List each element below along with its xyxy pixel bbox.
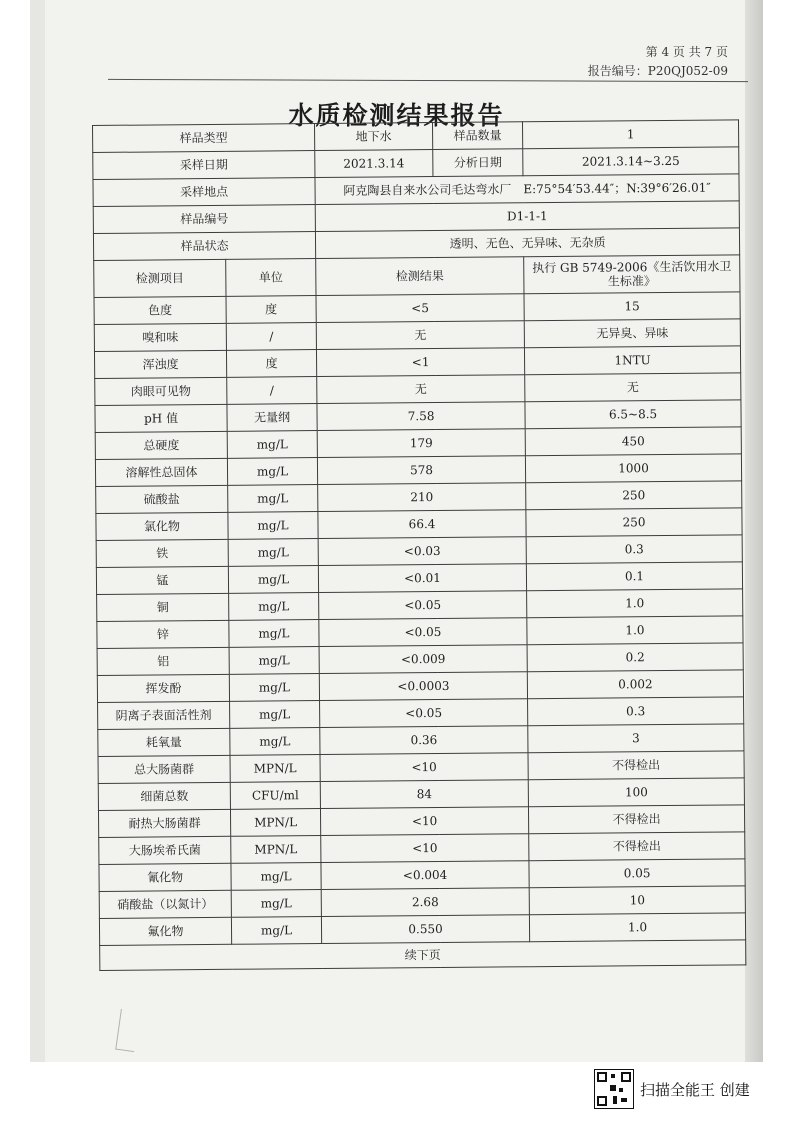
cell-result: <0.004 [321, 861, 529, 890]
cell-item: pH 值 [95, 404, 227, 432]
cell-standard: 1NTU [524, 346, 740, 375]
cell-item: 铜 [97, 593, 229, 621]
cell-standard: 10 [529, 886, 745, 915]
cell-result: <0.0003 [319, 672, 527, 701]
cell-result: <0.03 [318, 537, 526, 566]
cell-unit: 无量纲 [227, 404, 317, 432]
sampling-date-label: 采样日期 [93, 151, 315, 180]
cell-result: <10 [321, 834, 529, 863]
cell-unit: mg/L [228, 485, 318, 513]
cell-result: <5 [316, 294, 524, 323]
cell-item: 大肠埃希氏菌 [99, 836, 231, 864]
column-header-row [94, 255, 740, 298]
cell-result: <0.05 [319, 591, 527, 620]
cell-result: 210 [318, 483, 526, 512]
cell-unit: 度 [226, 350, 316, 378]
cell-standard: 3 [528, 724, 744, 753]
cell-standard: 0.002 [527, 670, 743, 699]
cell-result: 578 [317, 456, 525, 485]
cell-unit: / [227, 377, 317, 405]
report-number: 报告编号：P20QJ052-09 [587, 64, 728, 78]
cell-result: 无 [316, 321, 524, 350]
cell-result: <0.01 [318, 564, 526, 593]
cell-result: 66.4 [318, 510, 526, 539]
page-title: 水质检测结果报告 [288, 101, 505, 130]
continued-note: 续下页 [100, 940, 746, 971]
cell-standard: 1.0 [529, 913, 745, 942]
cell-item: 氰化物 [99, 863, 231, 891]
cell-standard: 1.0 [527, 589, 743, 618]
cell-standard: 250 [526, 481, 742, 510]
cell-standard: 6.5~8.5 [525, 400, 741, 429]
cell-unit: 度 [226, 296, 316, 324]
location-value: 阿克陶县自来水公司毛达弯水厂 E:75°54′53.44″；N:39°6′26.01″ [315, 174, 739, 205]
cell-result: <0.009 [319, 645, 527, 674]
cell-result: <0.05 [320, 699, 528, 728]
footer-row [100, 940, 746, 971]
brand-text: 扫描全能王 创建 [640, 1081, 750, 1099]
cell-unit: mg/L [227, 431, 317, 459]
cell-item: 耐热大肠菌群 [98, 809, 230, 837]
column-header-standard: 执行 GB 5749-2006《生活饮用水卫生标准》 [524, 255, 740, 294]
cell-result: <0.05 [319, 618, 527, 647]
cell-unit: mg/L [228, 512, 318, 540]
page-fold-shadow [745, 0, 763, 1062]
cell-standard: 0.1 [526, 562, 742, 591]
cell-standard: 1000 [525, 454, 741, 483]
cell-unit: mg/L [229, 674, 319, 702]
cell-standard: 不得检出 [528, 805, 744, 834]
cell-unit: mg/L [229, 620, 319, 648]
cell-standard: 0.2 [527, 643, 743, 672]
cell-unit: mg/L [230, 728, 320, 756]
cell-item: 锌 [97, 620, 229, 648]
cell-item: 阴离子表面活性剂 [98, 701, 230, 729]
qr-code-icon [594, 1069, 634, 1109]
column-header-item: 检测项目 [94, 259, 226, 297]
cell-unit: / [226, 323, 316, 351]
cell-unit: CFU/ml [230, 782, 320, 810]
cell-item: 铝 [97, 647, 229, 675]
cell-standard: 450 [525, 427, 741, 456]
cell-item: 硫酸盐 [96, 485, 228, 513]
cell-result: 179 [317, 429, 525, 458]
page-indicator: 第 4 页 共 7 页 [645, 45, 728, 59]
cell-result: 2.68 [321, 888, 529, 917]
cell-standard: 15 [524, 292, 740, 321]
cell-unit: mg/L [227, 458, 317, 486]
cell-unit: MPN/L [230, 755, 320, 783]
sampling-date-value: 2021.3.14 [315, 150, 433, 178]
cell-unit: MPN/L [231, 836, 321, 864]
sample-count-value: 1 [523, 120, 739, 149]
cell-standard: 0.3 [528, 697, 744, 726]
cell-item: 氟化物 [99, 917, 231, 945]
cell-standard: 无异臭、异味 [524, 319, 740, 348]
cell-result: 7.58 [317, 402, 525, 431]
cell-unit: mg/L [230, 701, 320, 729]
cell-standard: 无 [525, 373, 741, 402]
cell-item: 浑浊度 [94, 350, 226, 378]
sample-count-label: 样品数量 [433, 122, 523, 150]
cell-result: <1 [316, 348, 524, 377]
cell-unit: mg/L [229, 647, 319, 675]
cell-item: 铁 [96, 539, 228, 567]
column-header-unit: 单位 [226, 259, 316, 297]
sample-state-value: 透明、无色、无异味、无杂质 [315, 228, 739, 259]
cell-result: 0.36 [320, 726, 528, 755]
cell-standard: 不得检出 [529, 832, 745, 861]
cell-item: 肉眼可见物 [95, 377, 227, 405]
sample-id-label: 样品编号 [93, 205, 315, 234]
cell-item: 锰 [96, 566, 228, 594]
cell-standard: 不得检出 [528, 751, 744, 780]
column-header-result: 检测结果 [316, 257, 524, 296]
cell-unit: mg/L [228, 566, 318, 594]
cell-item: 耗氧量 [98, 728, 230, 756]
cell-unit: mg/L [231, 863, 321, 891]
cell-item: 嗅和味 [94, 323, 226, 351]
cell-item: 溶解性总固体 [95, 458, 227, 486]
cell-item: 色度 [94, 296, 226, 324]
cell-unit: mg/L [229, 593, 319, 621]
cell-unit: mg/L [231, 890, 321, 918]
location-label: 采样地点 [93, 178, 315, 207]
cell-result: <10 [320, 753, 528, 782]
cell-standard: 250 [526, 508, 742, 537]
sample-id-value: D1-1-1 [315, 201, 739, 232]
sample-type-label: 样品类型 [93, 124, 315, 153]
cell-item: 细菌总数 [98, 782, 230, 810]
cell-item: 硝酸盐（以氮计） [99, 890, 231, 918]
cell-result: 0.550 [321, 915, 529, 944]
result-table [92, 119, 746, 971]
cell-standard: 0.3 [526, 535, 742, 564]
analysis-date-value: 2021.3.14~3.25 [523, 147, 739, 176]
cell-unit: MPN/L [230, 809, 320, 837]
cell-standard: 0.05 [529, 859, 745, 888]
cell-result: 无 [317, 375, 525, 404]
cell-result: 84 [320, 780, 528, 809]
sample-state-label: 样品状态 [93, 232, 315, 261]
cell-item: 氯化物 [96, 512, 228, 540]
cell-result: <10 [320, 807, 528, 836]
sample-type-value: 地下水 [315, 123, 433, 151]
cell-item: 总硬度 [95, 431, 227, 459]
cell-item: 挥发酚 [97, 674, 229, 702]
cell-unit: mg/L [231, 917, 321, 945]
cell-standard: 1.0 [527, 616, 743, 645]
cell-unit: mg/L [228, 539, 318, 567]
cell-item: 总大肠菌群 [98, 755, 230, 783]
analysis-date-label: 分析日期 [433, 149, 523, 177]
cell-standard: 100 [528, 778, 744, 807]
